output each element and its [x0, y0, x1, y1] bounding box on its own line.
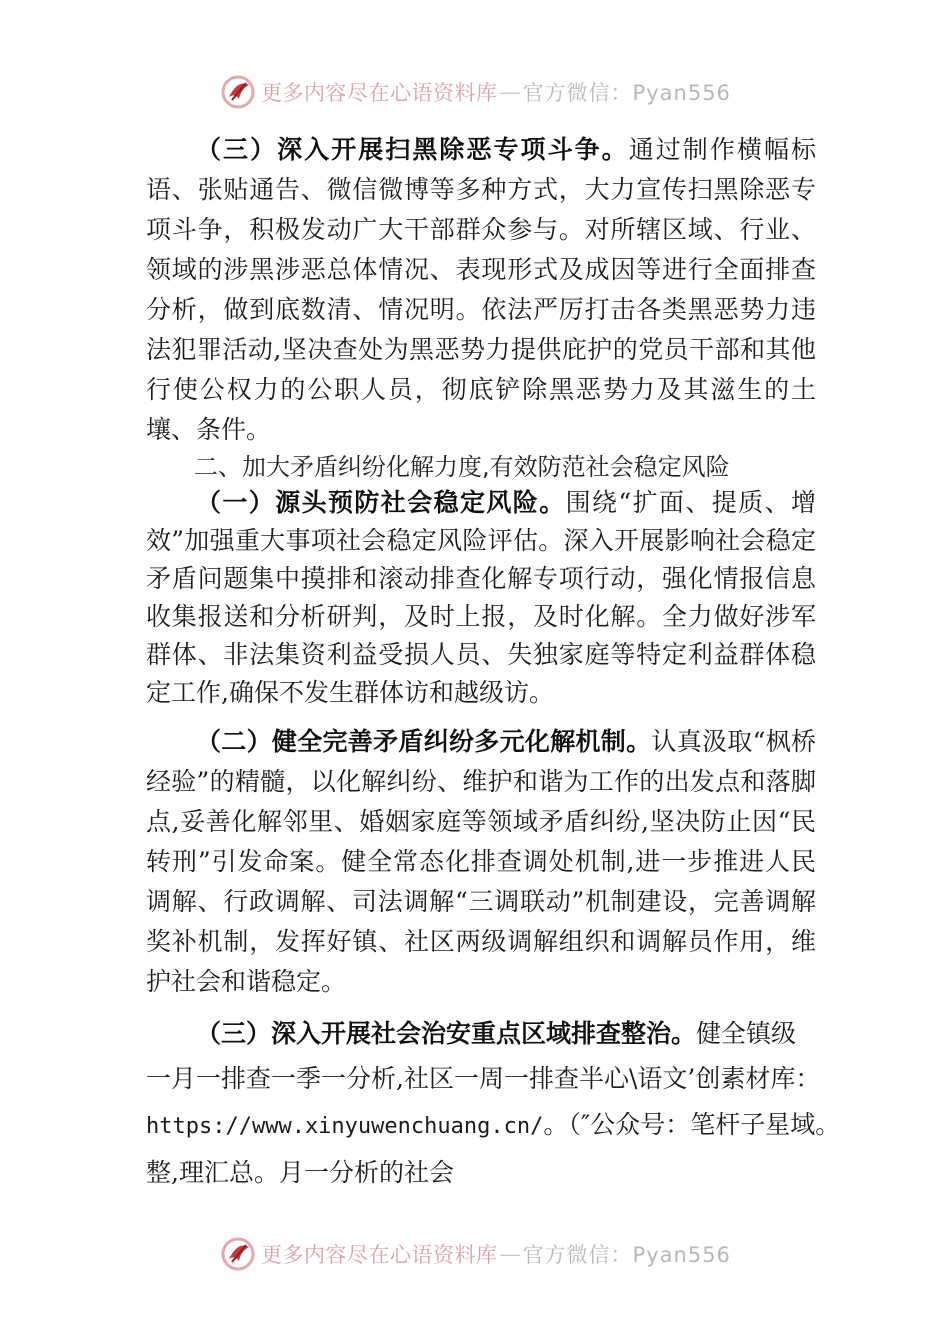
section-c-title: （二）健全完善矛盾纠纷多元化解机制。: [196, 727, 652, 756]
section-c-body: 认真汲取“枫桥经验”的精髓，以化解纠纷、维护和谐为工作的出发点和落脚点,妥善化解邻里、婚姻家庭等领域矛盾纠纷,坚决防止因“民转刑”引发命案。健全常态化排查调处机制,进一步推进人民调解、行政调解、司法调解“三调联动”机制建设，完善调解奖补机制，发挥好镇、社区两级调解组织和调解员作用，维护社会和谐稳定。: [146, 727, 816, 996]
section-d-line-3: [146, 1102, 841, 1150]
section-d-line-3-rest: 。（″公众号：笔杆子星域。: [543, 1110, 841, 1139]
section-b-paragraph: [146, 484, 816, 712]
heading-2: 二、加大矛盾纠纷化解力度,有效防范社会稳定风险: [194, 453, 730, 481]
section-b-body: 围绕“扩面、提质、增效”加强重大事项社会稳定风险评估。深入开展影响社会稳定矛盾问题集中摸排和滚动排查化解专项行动，强化情报信息收集报送和分析研判，及时上报，及时化解。全力做好涉军群体、非法集资利益受损人员、失独家庭等特定利益群体稳定工作,确保不发生群体访和越级访。: [146, 488, 816, 707]
section-d-line-1: [146, 1012, 816, 1056]
section-d-line-4: 整,理汇总。月一分析的社会: [146, 1158, 454, 1187]
watermark-site: 更多内容尽在心语资料库: [261, 81, 498, 105]
section-c-paragraph: [146, 722, 816, 1002]
logo-icon: [219, 1235, 257, 1273]
section-d-title: （三）深入开展社会治安重点区域排查整治。: [196, 1019, 697, 1048]
section-d-paragraph: [146, 1012, 841, 1196]
section-d-line-2: 一月一排查一季一分析,社区一周一排查半心\语文’创素材库：: [146, 1064, 821, 1093]
source-url: https://www.xinyuwenchuang.cn/: [146, 1114, 544, 1139]
document-body: [146, 130, 841, 1196]
section-a-title: （三）深入开展扫黑除恶专项斗争。: [196, 135, 629, 164]
logo-icon: [219, 73, 257, 111]
watermark-separator: —: [499, 80, 521, 104]
watermark-separator: —: [499, 1242, 521, 1266]
section-a-paragraph: [146, 130, 816, 450]
watermark-footer: [0, 1234, 950, 1274]
section-d-body: 健全镇级: [696, 1019, 797, 1048]
watermark-wechat: 官方微信：Pyan556: [522, 81, 731, 105]
watermark-site: 更多内容尽在心语资料库: [261, 1243, 498, 1267]
section-b-title: （一）源头预防社会稳定风险。: [196, 488, 566, 517]
watermark-header: [0, 72, 950, 112]
watermark-wechat: 官方微信：Pyan556: [522, 1243, 731, 1267]
section-a-body: 通过制作横幅标语、张贴通告、微信微博等多种方式，大力宣传扫黑除恶专项斗争，积极发动广大干部群众参与。对所辖区域、行业、领域的涉黑涉恶总体情况、表现形式及成因等进行全面排查分析，做到底数清、情况明。依法严厉打击各类黑恶势力违法犯罪活动,坚决查处为黑恶势力提供庇护的党员干部和其他行使公权力的公职人员，彻底铲除黑恶势力及其滋生的土壤、条件。: [146, 135, 816, 444]
